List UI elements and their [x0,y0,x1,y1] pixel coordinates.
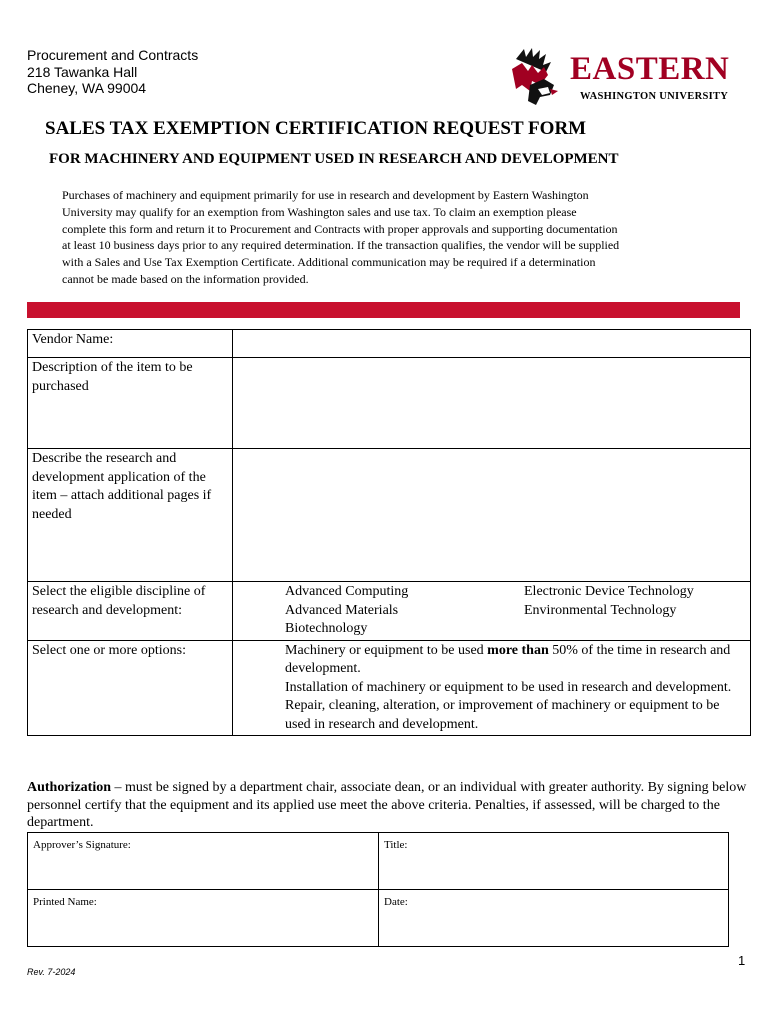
request-form-table [27,329,751,736]
authorization-text: – must be signed by a department chair, associate dean, or an individual with greater authority. By signing below personnel certify that the equipment and its applied use meet the above criteria. Penalties, if assessed, will be charged to the department. [27,780,747,830]
approver-signature-field[interactable] [28,833,379,890]
section-divider-bar [27,302,740,318]
authorization-heading: Authorization [27,780,111,795]
table-row [28,890,729,947]
title-field[interactable] [379,833,729,890]
authorization-paragraph [27,779,749,832]
table-row [28,582,751,641]
intro-line: with a Sales and Use Tax Exemption Certificate. Additional communication may be required if a determination [62,255,596,270]
option-repair[interactable]: Repair, cleaning, alteration, or improvement of machinery or equipment to be used in research and development. [285,698,720,732]
research-application-label: Describe the research and development application of the item – attach additional pages if needed [28,449,233,582]
table-row [28,330,751,358]
vendor-name-field[interactable] [233,330,751,358]
address-block [27,47,198,97]
discipline-biotechnology[interactable]: Biotechnology [285,621,368,636]
intro-line: at least 10 business days prior to any required determination. If the transaction qualifies, the vendor will be supplied [62,238,620,253]
intro-line: Purchases of machinery and equipment primarily for use in research and development by Eastern Washington [62,188,589,202]
description-field[interactable] [233,358,751,449]
address-line: Cheney, WA 99004 [27,80,147,96]
option-installation[interactable]: Installation of machinery or equipment to be used in research and development. [285,679,732,695]
printed-name-label: Printed Name: [33,896,97,908]
address-line: 218 Tawanka Hall [27,63,138,80]
table-row [28,640,751,736]
logo-wordmark: EASTERN [570,51,730,87]
discipline-environmental-technology[interactable]: Environmental Technology [524,602,677,618]
eastern-logo [510,45,750,111]
intro-line: cannot be made based on the information provided. [62,271,309,286]
option-text: Machinery or equipment to be used [285,642,488,658]
description-label: Description of the item to be purchased [28,358,233,449]
page-number: 1 [738,953,746,968]
discipline-advanced-computing[interactable]: Advanced Computing [285,584,409,599]
table-row [28,449,751,582]
option-more-than-50-percent[interactable] [285,642,746,679]
research-application-field[interactable] [233,449,751,582]
form-title: SALES TAX EXEMPTION CERTIFICATION REQUEST FORM [45,118,587,139]
discipline-label: Select the eligible discipline of research and development: [28,582,233,641]
approver-signature-label: Approver’s Signature: [33,839,131,851]
address-line: Procurement and Contracts [27,47,199,63]
option-text: 50% of the time in research and development. [285,642,731,676]
date-field[interactable] [379,890,729,947]
printed-name-field[interactable] [28,890,379,947]
intro-line: complete this form and return it to Procurement and Contracts with proper approvals and supporting documentation [62,221,618,236]
eagle-icon [510,45,576,111]
discipline-options [233,582,751,641]
intro-paragraph [62,187,722,288]
vendor-label: Vendor Name: [28,330,233,358]
logo-subtitle: WASHINGTON UNIVERSITY [580,91,729,102]
discipline-electronic-device-technology[interactable]: Electronic Device Technology [524,584,694,599]
form-subtitle: FOR MACHINERY AND EQUIPMENT USED IN RESEARCH AND DEVELOPMENT [49,151,619,167]
table-row [28,358,751,449]
usage-options [233,640,751,736]
date-label: Date: [384,896,408,908]
option-emphasis: more than [487,642,549,658]
table-row [28,833,729,890]
title-label: Title: [384,839,408,851]
signature-table [27,832,729,947]
revision-label: Rev. 7-2024 [27,967,76,977]
options-label: Select one or more options: [28,640,233,736]
discipline-advanced-materials[interactable]: Advanced Materials [285,602,399,618]
intro-line: University may qualify for an exemption from Washington sales and use tax. To claim an exemption please [62,204,577,219]
